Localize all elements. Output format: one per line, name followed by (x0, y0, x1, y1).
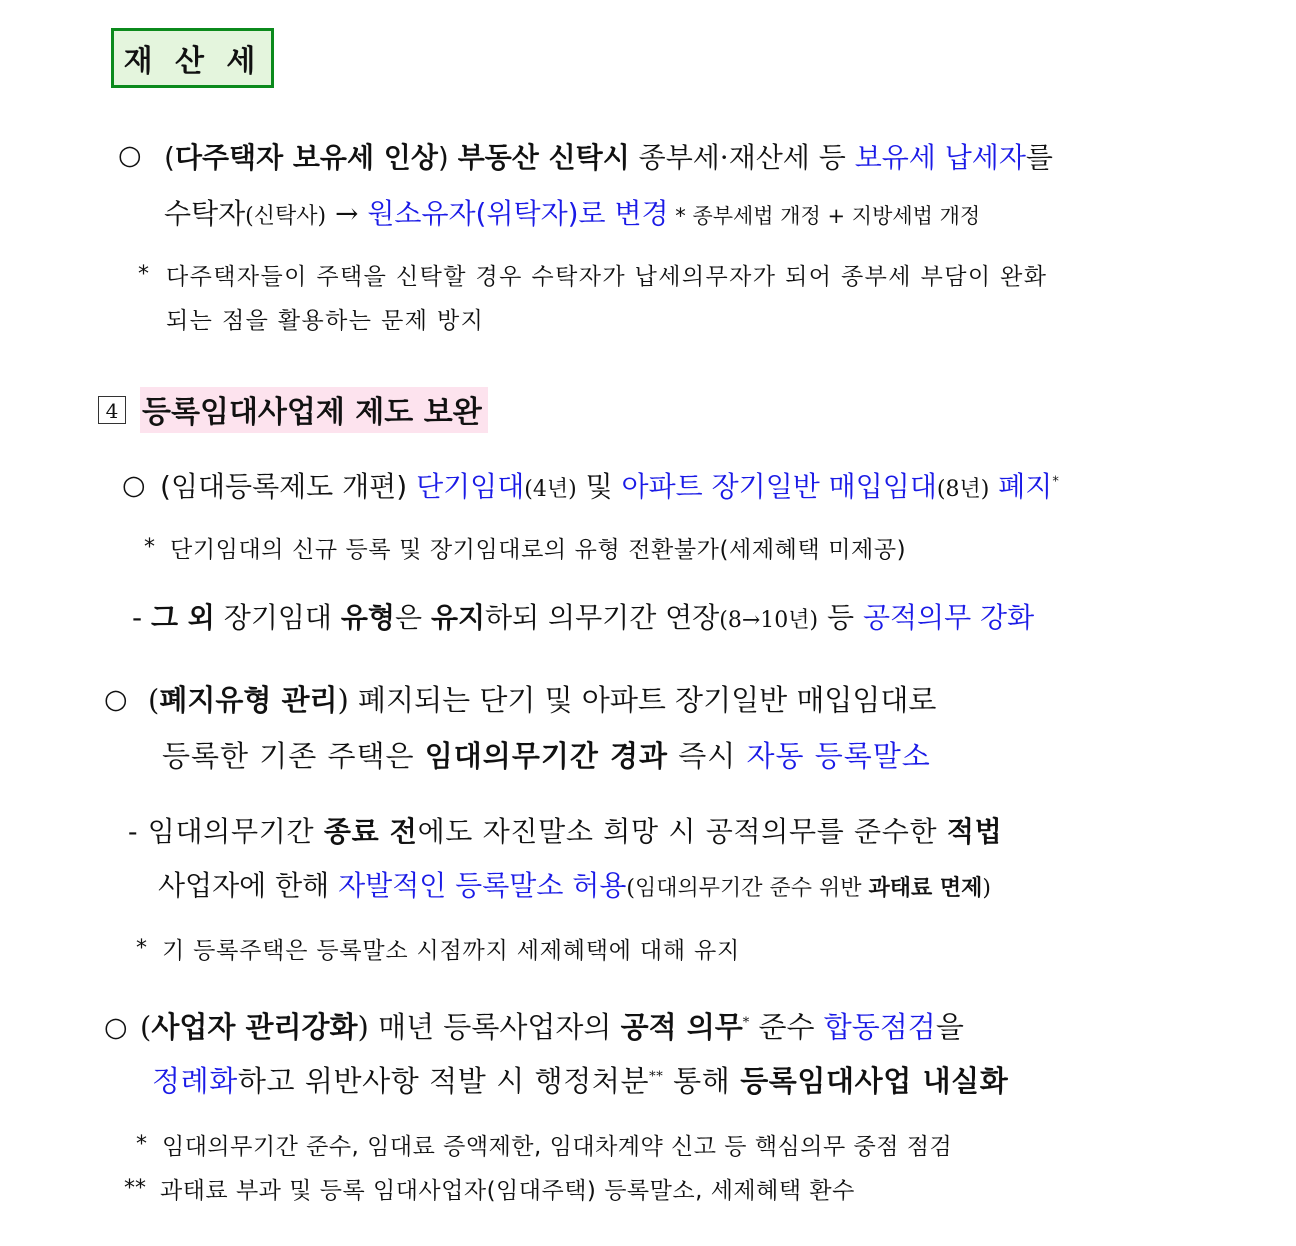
text-run: - 임대의무기간 (128, 815, 324, 848)
footnote-star: * (136, 1132, 147, 1157)
p1-line2 (164, 192, 980, 232)
text-run: (8→10년) (719, 608, 819, 633)
text-run: → (326, 197, 368, 230)
text-run: 아파트 장기일반 매입임대 (621, 470, 937, 503)
text-run: 장기임대 (214, 601, 341, 634)
text-run: 그 외 (151, 601, 215, 634)
footnote-star: * (138, 262, 149, 287)
text-run: 자발적인 등록말소 허용 (338, 869, 627, 902)
text-run: (8년) (936, 477, 990, 502)
text-run: 유형 (340, 601, 395, 634)
text-run: ( (140, 1010, 152, 1044)
text-run: 부동산 신탁시 (457, 141, 630, 174)
text-run: 및 (576, 470, 622, 503)
text-run: (임대의무기간 준수 위반 (626, 876, 869, 901)
p3-line1 (148, 678, 936, 719)
text-run: 종료 전 (323, 815, 418, 848)
text-run: - (132, 601, 152, 634)
text-run: 합동점검 (823, 1010, 936, 1044)
text-run: (신탁사) (245, 204, 327, 229)
text-run (989, 470, 998, 503)
text-run: 임대등록제도 개편 (170, 470, 397, 503)
section-header-title: 등록임대사업제 제도 보완 (140, 387, 488, 433)
bullet: ○ (118, 140, 142, 171)
footnote-marker: * (742, 1015, 750, 1031)
text-run: ( (160, 470, 171, 503)
p4-line2 (152, 1059, 1008, 1100)
text-run: 사업자 관리강화 (151, 1010, 358, 1044)
dash2-line1 (128, 810, 1002, 850)
text-run: 등록임대사업 내실화 (740, 1064, 1009, 1098)
text-run: ( (148, 683, 160, 717)
text-run: 을 (935, 1010, 964, 1044)
text-run: 공적의무 강화 (862, 601, 1035, 634)
footnote-star: * (144, 535, 155, 560)
section-number: 4 (98, 396, 126, 424)
footnote-star: * (136, 936, 147, 961)
text-run: ) 폐지되는 단기 및 아파트 장기일반 매입임대로 (337, 683, 937, 717)
text-run: ) 매년 등록사업자의 (357, 1010, 621, 1044)
text-run: 폐지 (998, 470, 1053, 503)
p3-line2 (162, 734, 931, 775)
bullet: ○ (104, 1012, 128, 1043)
p2-line1 (160, 465, 1059, 505)
text-run: 은 (394, 601, 431, 634)
bullet: ○ (104, 684, 128, 715)
text-run: 준수 (749, 1010, 824, 1044)
footnote-marker: * (1052, 474, 1059, 490)
text-run: 정례화 (152, 1064, 238, 1098)
text-run: ( (164, 141, 175, 174)
note5-text: 과태료 부과 및 등록 임대사업자(임대주택) 등록말소, 세제혜택 환수 (160, 1178, 855, 1204)
note3-text: 기 등록주택은 등록말소 시점까지 세제혜택에 대해 유지 (162, 938, 741, 964)
section-header (98, 390, 488, 430)
section-title-box (111, 28, 274, 88)
text-run: 등 (818, 601, 863, 634)
text-run: 에도 자진말소 희망 시 공적의무를 준수한 (417, 815, 947, 848)
text-run: 유지 (430, 601, 486, 634)
text-run: 공적 의무 (620, 1010, 743, 1044)
text-run: 수탁자 (164, 197, 246, 230)
text-run: (4년) (524, 477, 577, 502)
dash1-line (132, 596, 1034, 636)
text-run: ) (437, 141, 458, 174)
text-run: 적법 (946, 815, 1003, 848)
note4-text: 임대의무기간 준수, 임대료 증액제한, 임대차계약 신고 등 핵심의무 중점 점검 (162, 1134, 953, 1160)
text-run: 단기임대 (416, 470, 525, 503)
note1-line2: 되는 점을 활용하는 문제 방지 (166, 308, 485, 334)
footnote-star: ** (124, 1176, 146, 1201)
text-run: 자동 등록말소 (746, 739, 931, 773)
p4-line1 (140, 1005, 964, 1046)
text-run: 하고 위반사항 적발 시 행정처분 (237, 1064, 650, 1098)
text-run: ) (982, 876, 991, 901)
text-run: 과태료 면제 (868, 876, 983, 901)
text-run: 보유세 납세자 (854, 141, 1026, 174)
text-run: 다주택자 보유세 인상 (174, 141, 438, 174)
text-run: * 종부세법 개정 + 지방세법 개정 (668, 204, 981, 228)
p1-line1 (164, 136, 1053, 176)
text-run: 하되 의무기간 연장 (485, 601, 720, 634)
section-title: 재 산 세 (123, 44, 262, 79)
text-run: 폐지유형 관리 (159, 683, 338, 717)
note2-text: 단기임대의 신규 등록 및 장기임대로의 유형 전환불가(세제혜택 미제공) (170, 537, 907, 563)
text-run: 종부세·재산세 등 (629, 141, 855, 174)
text-run: 즉시 (668, 739, 747, 773)
text-run: 등록한 기존 주택은 (162, 739, 425, 773)
text-run: ) (396, 470, 417, 503)
bullet: ○ (122, 470, 146, 501)
text-run: 사업자에 한해 (158, 869, 339, 902)
footnote-marker: ** (649, 1069, 664, 1085)
text-run: 통해 (663, 1064, 741, 1098)
text-run: 를 (1025, 141, 1053, 174)
note1-line1: 다주택자들이 주택을 신탁할 경우 수탁자가 납세의무자가 되어 종부세 부담이 완화 (166, 264, 1048, 290)
dash2-line2 (158, 864, 991, 904)
text-run: 원소유자(위탁자)로 변경 (367, 197, 669, 230)
text-run: 임대의무기간 경과 (424, 739, 668, 773)
